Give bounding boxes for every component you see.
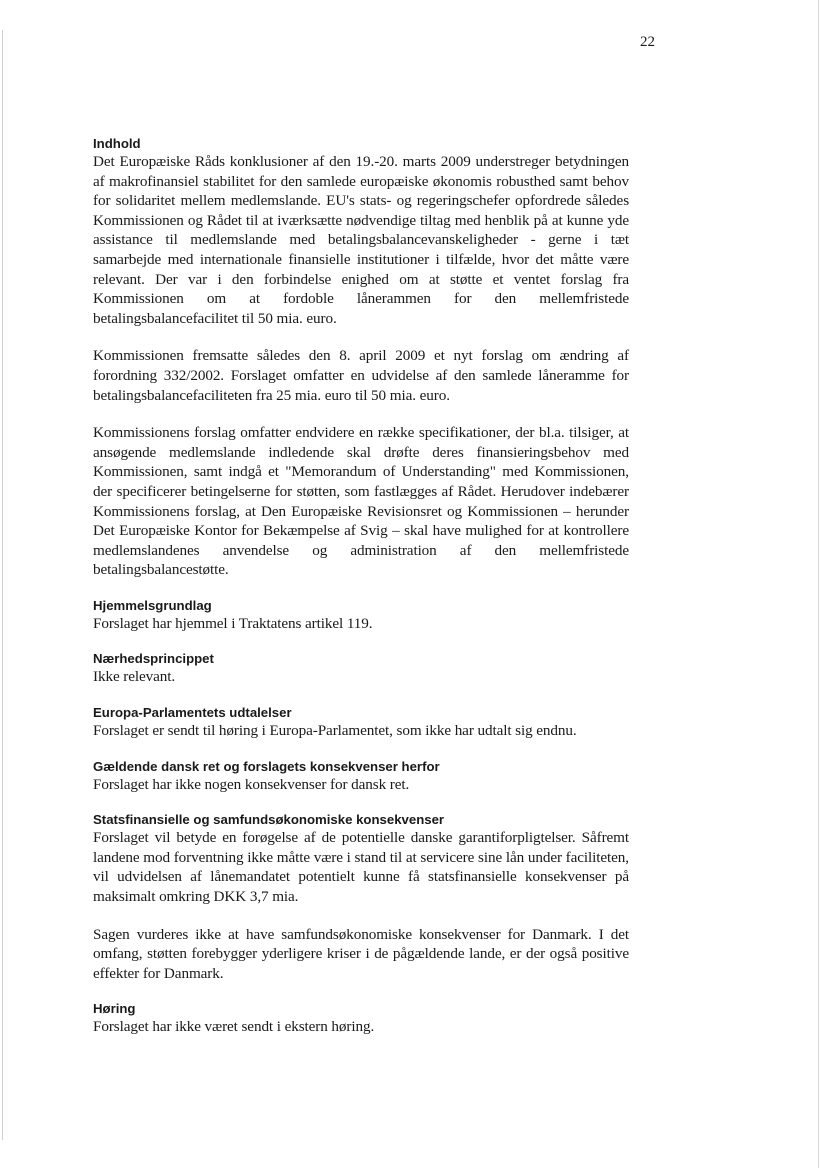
page-edge-left	[2, 30, 3, 1140]
section-horing	[93, 1000, 629, 1037]
paragraph: Forslaget vil betyde en forøgelse af de potentielle danske garantiforpligtelser. Såfremt landene mod forventning ikke måtte være i stand til at servicere sine lån under faciliteten, vil udvidelsen af lånemandatet potentielt kunne få statsfinansielle konsekvenser på maksimalt omkring DKK 3,7 mia.	[93, 829, 629, 906]
paragraph: Kommissionen fremsatte således den 8. april 2009 et nyt forslag om ændring af forordning 332/2002. Forslaget omfatter en udvidelse af den samlede låneramme for betalingsbalancefaciliteten fra 25 mia. euro til 50 mia. euro.	[93, 347, 629, 404]
section-europa-parlamentets-udtalelser	[93, 704, 629, 741]
section-heading: Indhold	[93, 136, 141, 151]
section-heading: Nærhedsprincippet	[93, 651, 214, 667]
paragraph: Forslaget har ikke nogen konsekvenser for dansk ret.	[93, 775, 410, 793]
paragraph: Sagen vurderes ikke at have samfundsøkonomiske konsekvenser for Danmark. I det omfang, støtten forebygger yderligere kriser i de pågældende lande, er der også positive effekter for Danmark.	[93, 925, 629, 982]
section-indhold	[93, 135, 629, 580]
document-body	[93, 135, 629, 1054]
paragraph: Ikke relevant.	[93, 668, 176, 686]
paragraph: Forslaget har hjemmel i Traktatens artikel 119.	[93, 614, 373, 632]
section-heading: Statsfinansielle og samfundsøkonomiske konsekvenser	[93, 812, 445, 828]
section-heading: Hjemmelsgrundlag	[93, 597, 212, 613]
section-naerhedsprincippet	[93, 650, 629, 687]
paragraph-gap	[93, 405, 629, 423]
section-heading: Europa-Parlamentets udtalelser	[93, 705, 292, 721]
section-heading: Gældende dansk ret og forslagets konsekvenser herfor	[93, 758, 440, 774]
paragraph: Kommissionens forslag omfatter endvidere en række specifikationer, der bl.a. tilsiger, at ansøgende medlemslande indledende skal drøfte deres finansieringsbehov med Kommissionen, samt indgå et "Memorandum of Understanding" med Kommissionen, der specificerer betingelserne for støtten, som fastlægges af Rådet. Herudover indebærer Kommissionens forslag, at Den Europæiske Revisionsret og Kommissionen – herunder Det Europæiske Kontor for Bekæmpelse af Svig – skal have mulighed for at kontrollere medlemslandenes anvendelse og administration af den mellemfristede betalingsbalancestøtte.	[93, 424, 629, 579]
page-number: 22	[640, 34, 655, 50]
section-gaeldende-dansk-ret	[93, 758, 629, 795]
paragraph-gap	[93, 907, 629, 925]
paragraph: Det Europæiske Råds konklusioner af den 19.-20. marts 2009 understreger betydningen af makrofinansiel stabilitet for den samlede europæiske økonomis robusthed samt behov for solidaritet mellem medlemslande. EU's stats- og regeringschefer opfordrede således Kommissionen og Rådet til at iværksætte nødvendige tiltag med henblik på at kunne yde assistance til medlemslande med betalingsbalancevanskeligheder - gerne i tæt samarbejde med internationale finansielle institutioner i tilfælde, hvor det måtte være relevant. Der var i den forbindelse enighed om at støtte et ventet forslag fra Kommissionen om at fordoble lånerammen for den mellemfristede betalingsbalancefacilitet til 50 mia. euro.	[93, 153, 629, 327]
paragraph: Forslaget er sendt til høring i Europa-Parlamentet, som ikke har udtalt sig endnu.	[93, 722, 577, 740]
section-heading: Høring	[93, 1001, 136, 1017]
paragraph: Forslaget har ikke været sendt i ekstern høring.	[93, 1018, 375, 1036]
section-statsfinansielle-konsekvenser	[93, 811, 629, 983]
section-hjemmelsgrundlag	[93, 597, 629, 634]
paragraph-gap	[93, 328, 629, 346]
page-edge-right	[818, 0, 819, 1168]
